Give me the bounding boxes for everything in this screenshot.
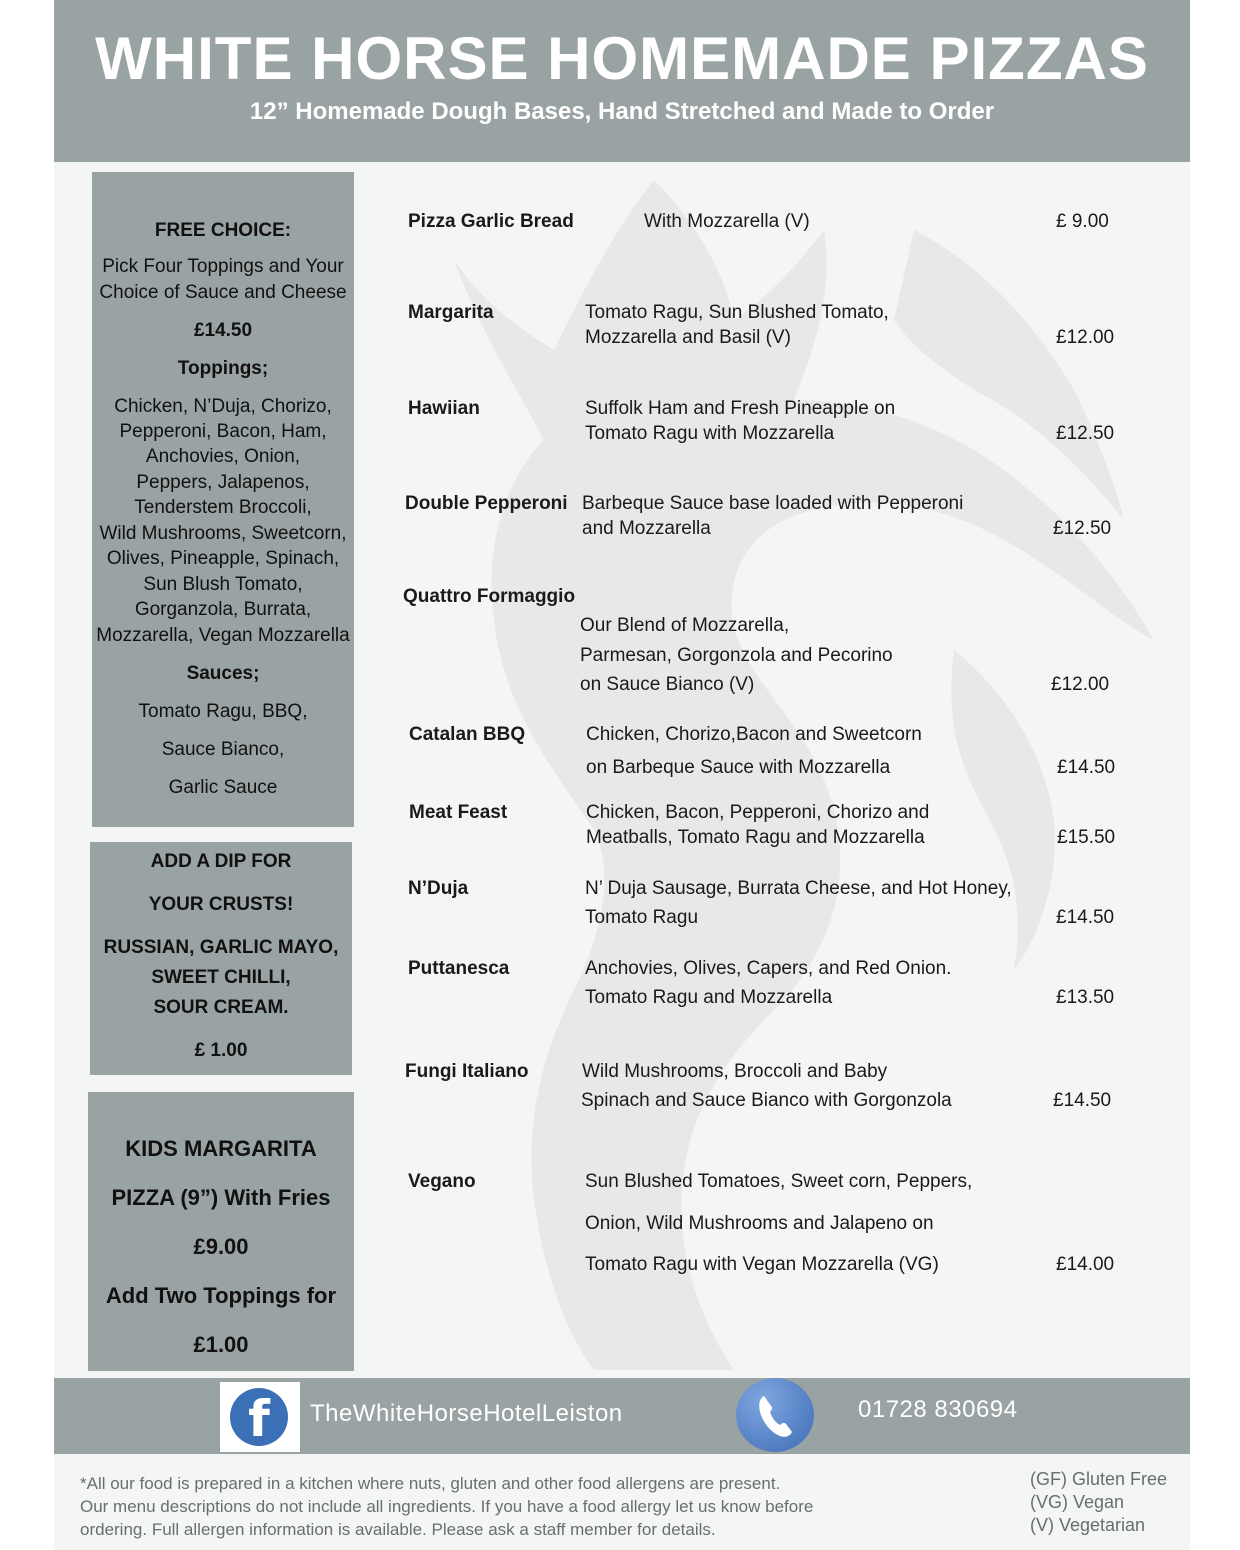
item-name: Vegano <box>408 1171 476 1192</box>
header-banner <box>54 0 1190 162</box>
facebook-icon: f <box>230 1388 288 1446</box>
item-name: Hawiian <box>408 398 480 419</box>
facebook-badge[interactable] <box>220 1382 300 1452</box>
topping-line: Tenderstem Broccoli, <box>134 497 312 518</box>
item-description: N’ Duja Sausage, Burrata Cheese, and Hot Honey, <box>585 878 1012 899</box>
topping-line: Peppers, Jalapenos, <box>136 472 310 493</box>
item-name: N’Duja <box>408 878 469 899</box>
dip-heading: YOUR CRUSTS! <box>148 894 294 915</box>
item-description: Anchovies, Olives, Capers, and Red Onion. <box>585 958 952 979</box>
item-price: £14.50 <box>1053 1090 1112 1111</box>
item-name: Puttanesca <box>408 958 510 979</box>
contact-bar <box>54 1378 1190 1454</box>
item-price: £12.50 <box>1053 518 1112 539</box>
free-choice-price: £14.50 <box>193 320 253 341</box>
page-title: WHITE HORSE HOMEMADE PIZZAS <box>95 25 1149 92</box>
phone-number[interactable]: 01728 830694 <box>858 1396 1018 1423</box>
topping-line: Anchovies, Onion, <box>145 446 301 467</box>
item-name: Meat Feast <box>409 802 508 823</box>
dip-options: SWEET CHILLI, <box>151 967 291 988</box>
topping-line: Chicken, N’Duja, Chorizo, <box>114 396 332 417</box>
item-price: £14.50 <box>1056 907 1115 928</box>
item-name: Margarita <box>408 302 494 323</box>
toppings-heading: Toppings; <box>177 358 269 379</box>
kids-extra-price: £1.00 <box>193 1332 249 1357</box>
sauce-line: Sauce Bianco, <box>161 739 285 760</box>
item-description: Onion, Wild Mushrooms and Jalapeno on <box>585 1213 934 1234</box>
item-description: Spinach and Sauce Bianco with Gorgonzola <box>581 1090 952 1111</box>
item-description: Tomato Ragu with Vegan Mozzarella (VG) <box>585 1254 939 1275</box>
item-description: Barbeque Sauce base loaded with Pepperoni <box>582 493 964 514</box>
facebook-handle[interactable]: TheWhiteHorseHotelLeiston <box>310 1400 623 1427</box>
item-description: Suffolk Ham and Fresh Pineapple on <box>585 398 896 419</box>
item-price: £12.00 <box>1051 674 1110 695</box>
kids-heading: KIDS MARGARITA <box>125 1136 317 1161</box>
allergen-line: *All our food is prepared in a kitchen where nuts, gluten and other food allergens are present. <box>80 1474 781 1493</box>
item-price: £ 9.00 <box>1056 211 1109 232</box>
sauces-heading: Sauces; <box>186 663 260 684</box>
item-price: £12.50 <box>1056 423 1115 444</box>
topping-line: Sun Blush Tomato, <box>143 574 303 595</box>
sauce-line: Tomato Ragu, BBQ, <box>138 701 308 722</box>
item-description: Chicken, Chorizo,Bacon and Sweetcorn <box>586 724 922 745</box>
item-description: Tomato Ragu and Mozzarella <box>585 987 833 1008</box>
dip-heading: ADD A DIP FOR <box>150 851 292 872</box>
free-choice-description: Choice of Sauce and Cheese <box>99 282 347 303</box>
legend-item: (GF) Gluten Free <box>1030 1469 1168 1489</box>
kids-heading: PIZZA (9”) With Fries <box>111 1185 331 1210</box>
allergen-line: Our menu descriptions do not include all ingredients. If you have a food allergy let us know before <box>80 1497 814 1516</box>
dip-panel <box>90 842 352 1075</box>
item-description: With Mozzarella (V) <box>644 211 810 232</box>
item-description: Our Blend of Mozzarella, <box>580 615 790 636</box>
item-price: £15.50 <box>1057 827 1116 848</box>
topping-line: Olives, Pineapple, Spinach, <box>106 548 340 569</box>
kids-panel <box>88 1092 354 1371</box>
item-description: Meatballs, Tomato Ragu and Mozzarella <box>586 827 925 848</box>
topping-line: Mozzarella, Vegan Mozzarella <box>96 625 350 646</box>
item-name: Quattro Formaggio <box>403 586 576 607</box>
phone-icon <box>736 1378 814 1452</box>
dip-options: RUSSIAN, GARLIC MAYO, <box>103 937 339 958</box>
item-description: Tomato Ragu, Sun Blushed Tomato, <box>585 302 889 323</box>
sauce-line: Garlic Sauce <box>168 777 278 798</box>
dietary-legend <box>1030 1468 1167 1537</box>
phone-handset-icon <box>736 1378 814 1452</box>
item-description: on Barbeque Sauce with Mozzarella <box>586 757 891 778</box>
item-description: on Sauce Bianco (V) <box>580 674 755 695</box>
topping-line: Wild Mushrooms, Sweetcorn, <box>99 523 347 544</box>
item-name: Pizza Garlic Bread <box>408 211 574 232</box>
item-name: Double Pepperoni <box>405 493 568 514</box>
topping-line: Pepperoni, Bacon, Ham, <box>119 421 327 442</box>
menu-page <box>54 0 1190 1550</box>
item-description: Tomato Ragu <box>585 907 699 928</box>
free-choice-description: Pick Four Toppings and Your <box>102 256 344 277</box>
allergen-line: ordering. Full allergen information is available. Please ask a staff member for details. <box>80 1520 716 1539</box>
allergen-notice <box>80 1472 813 1541</box>
item-description: Tomato Ragu with Mozzarella <box>585 423 835 444</box>
item-description: and Mozzarella <box>582 518 711 539</box>
item-price: £13.50 <box>1056 987 1115 1008</box>
kids-extra: Add Two Toppings for <box>105 1283 337 1308</box>
item-price: £14.50 <box>1057 757 1116 778</box>
item-description: Chicken, Bacon, Pepperoni, Chorizo and <box>586 802 930 823</box>
item-description: Mozzarella and Basil (V) <box>585 327 791 348</box>
item-price: £12.00 <box>1056 327 1115 348</box>
legend-item: (V) Vegetarian <box>1030 1515 1146 1535</box>
legend-item: (VG) Vegan <box>1030 1492 1125 1512</box>
item-description: Wild Mushrooms, Broccoli and Baby <box>582 1061 888 1082</box>
item-description: Sun Blushed Tomatoes, Sweet corn, Peppers, <box>585 1171 973 1192</box>
item-price: £14.00 <box>1056 1254 1115 1275</box>
free-choice-heading: FREE CHOICE: <box>154 220 292 241</box>
dip-options: SOUR CREAM. <box>153 997 289 1018</box>
topping-line: Gorganzola, Burrata, <box>134 599 312 620</box>
kids-price: £9.00 <box>193 1234 249 1259</box>
free-choice-panel <box>92 172 354 827</box>
item-description: Parmesan, Gorgonzola and Pecorino <box>580 645 893 666</box>
item-name: Fungi Italiano <box>405 1061 529 1082</box>
dip-price: £ 1.00 <box>194 1040 248 1061</box>
item-name: Catalan BBQ <box>409 724 526 745</box>
page-subtitle: 12” Homemade Dough Bases, Hand Stretched and Made to Order <box>249 98 995 125</box>
